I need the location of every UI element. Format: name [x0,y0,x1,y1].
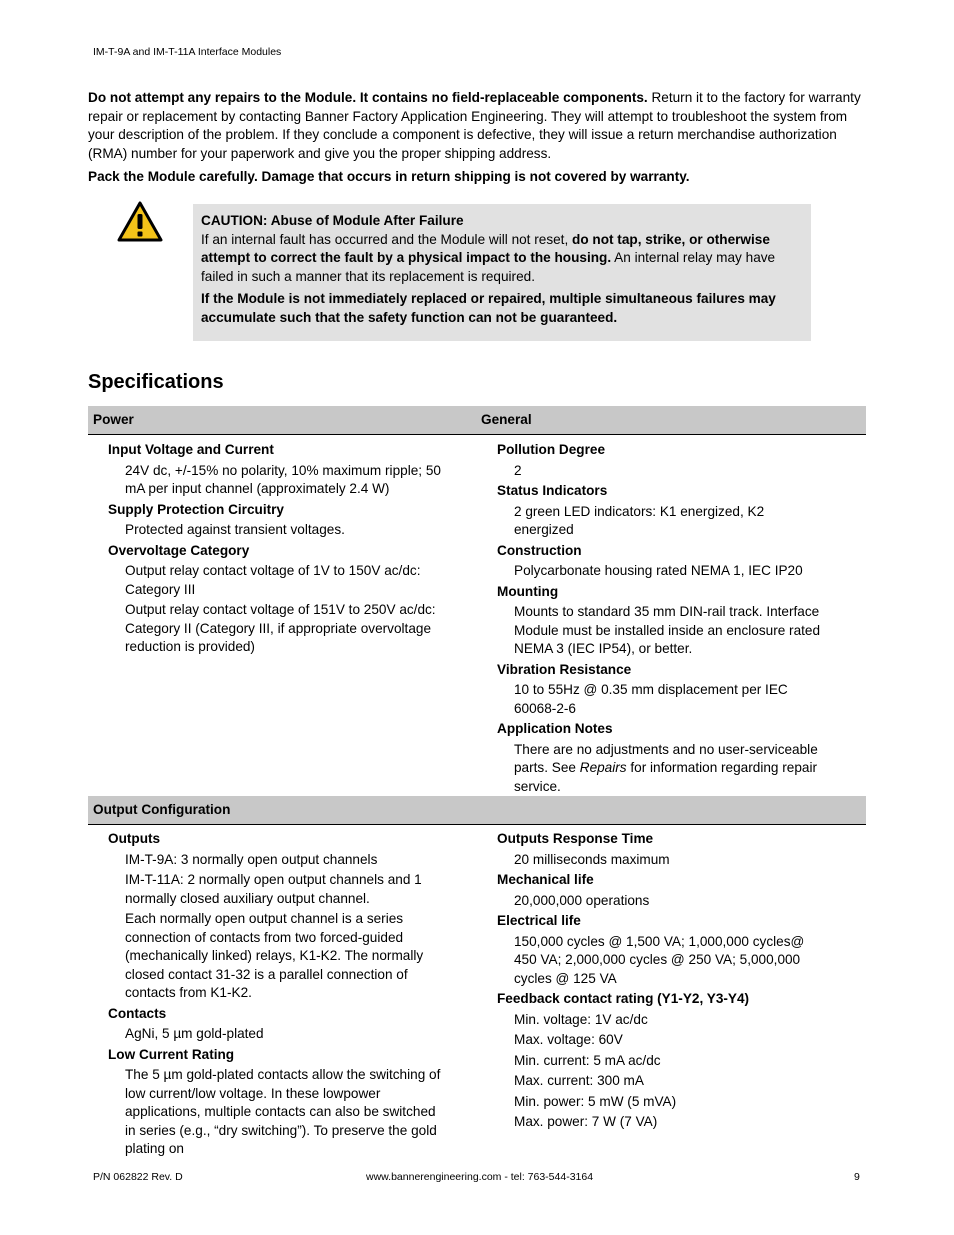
shipping-paragraph [88,168,864,187]
low-current-def: The 5 µm gold-plated contacts allow the switching of low current/low voltage. In these lowpower applications, multiple contacts can also be switched in series (e.g., “dry switching”). To preserve the gold plating on [125,1067,441,1156]
caution-paragraph [201,231,803,287]
output-configuration-header: Output Configuration [93,802,231,817]
feedback-max-power: Max. power: 7 W (7 VA) [514,1114,658,1129]
document-header: IM-T-9A and IM-T-11A Interface Modules [93,46,282,58]
construction-def: Polycarbonate housing rated NEMA 1, IEC IP20 [514,563,803,578]
vibration-term: Vibration Resistance [497,661,632,677]
mounting-def: Mounts to standard 35 mm DIN-rail track. Interface Module must be installed inside an enclosure rated NEMA 3 (IEC IP54), or better. [514,604,821,656]
vibration-def: 10 to 55Hz @ 0.35 mm displacement per IEC 60068-2-6 [514,682,788,716]
overvoltage-term: Overvoltage Category [108,542,250,558]
overvoltage-def-2: Output relay contact voltage of 151V to 250V ac/dc: Category II (Category III, if appropriate overvoltage reduction is provided) [125,602,436,654]
mounting-term: Mounting [497,583,559,599]
contacts-term: Contacts [108,1005,167,1021]
outputs-term: Outputs [108,831,161,846]
specifications-title: Specifications [88,371,224,393]
input-voltage-def: 24V dc, +/-15% no polarity, 10% maximum ripple; 50 mA per input channel (approximately 2.4 W) [125,462,441,496]
output-configuration-header-row [88,796,866,825]
caution-text-start: If an internal fault has occurred and the Module will not reset, [201,231,573,247]
caution-box [193,204,811,341]
status-def: 2 green LED indicators: K1 energized, K2 energized [514,503,765,537]
supply-protection-def: Protected against transient voltages. [125,522,345,537]
application-notes-def [497,741,827,797]
outputs-def-1: IM-T-9A: 3 normally open output channels [125,851,378,867]
repair-instructions: Return it to the factory for warranty repair or replacement by contacting Banner Factory Application Engineering. They will attempt to troubleshoot the system from your description of the problem. If they conclude a component is defective, they will issue a return merchandise authorization (RMA) number for your paperwork and give you the proper shipping address. [88,90,861,161]
supply-protection-term: Supply Protection Circuitry [108,501,284,517]
power-column [108,439,444,657]
response-time-term: Outputs Response Time [497,831,654,846]
electrical-life-def: 150,000 cycles @ 1,500 VA; 1,000,000 cycles@ 450 VA; 2,000,000 cycles @ 250 VA; 5,000,000 cycles @ 125 VA [514,933,805,986]
footer-contact: www.bannerengineering.com - tel: 763-544-3164 [366,1171,594,1183]
contacts-def: AgNi, 5 µm gold-plated [125,1026,264,1041]
application-notes-end: for information regarding repair service. [514,760,817,794]
footer-page-number: 9 [854,1171,860,1183]
application-notes-start: There are no adjustments and no user-serviceable parts. See [514,741,818,775]
caution-title: CAUTION: Abuse of Module After Failure [201,213,464,228]
power-header: Power [93,412,134,427]
caution-text-end: An internal relay may have failed in such a manner that its replacement is required. [201,250,776,284]
feedback-min-voltage: Min. voltage: 1V ac/dc [514,1011,648,1027]
general-header: General [481,412,532,427]
feedback-min-current: Min. current: 5 mA ac/dc [514,1052,661,1068]
response-time-def: 20 milliseconds maximum [514,851,670,867]
outputs-def-2: IM-T-11A: 2 normally open output channels and 1 normally closed auxiliary output channel. [125,872,422,906]
pollution-term: Pollution Degree [497,442,606,457]
feedback-min-power: Min. power: 5 mW (5 mVA) [514,1093,677,1109]
mechanical-life-def: 20,000,000 operations [514,892,650,908]
status-term: Status Indicators [497,483,608,498]
input-voltage-term: Input Voltage and Current [108,442,274,457]
electrical-life-term: Electrical life [497,913,581,928]
repair-notice [88,89,864,192]
pollution-def: 2 [514,462,522,478]
overvoltage-def-1: Output relay contact voltage of 1V to 150V ac/dc: Category III [125,563,421,597]
repairs-reference: Repairs [579,760,627,775]
output-right-column [497,828,827,1132]
feedback-max-current: Max. current: 300 mA [514,1073,644,1088]
shipping-warning: Pack the Module carefully. Damage that occurs in return shipping is not covered by warranty. [88,169,690,184]
general-column [497,439,827,796]
caution-text-bold: do not tap, strike, or otherwise attempt to correct the fault by a physical impact to the housing. [201,231,770,265]
low-current-term: Low Current Rating [108,1046,235,1062]
mechanical-life-term: Mechanical life [497,872,594,887]
footer-part-number: P/N 062822 Rev. D [93,1171,183,1183]
outputs-def-3: Each normally open output channel is a series connection of contacts from two forced-guided (mechanically linked) relays, K1-K2. The normally closed contact 31-32 is a parallel connection of contacts from K1-K2. [125,911,424,1000]
application-notes-term: Application Notes [497,721,613,736]
feedback-max-voltage: Max. voltage: 60V [514,1032,623,1047]
construction-term: Construction [497,542,582,558]
feedback-rating-term: Feedback contact rating (Y1-Y2, Y3-Y4) [497,991,750,1006]
output-left-column [108,828,444,1159]
power-general-header-row [88,406,866,435]
caution-failure-warning: If the Module is not immediately replaced or repaired, multiple simultaneous failures may accumulate such that the safety function can not be guaranteed. [201,291,776,325]
warning-triangle-icon [117,201,163,243]
repair-paragraph [88,89,864,163]
repair-warning-bold: Do not attempt any repairs to the Module. It contains no field-replaceable components. [88,90,648,105]
